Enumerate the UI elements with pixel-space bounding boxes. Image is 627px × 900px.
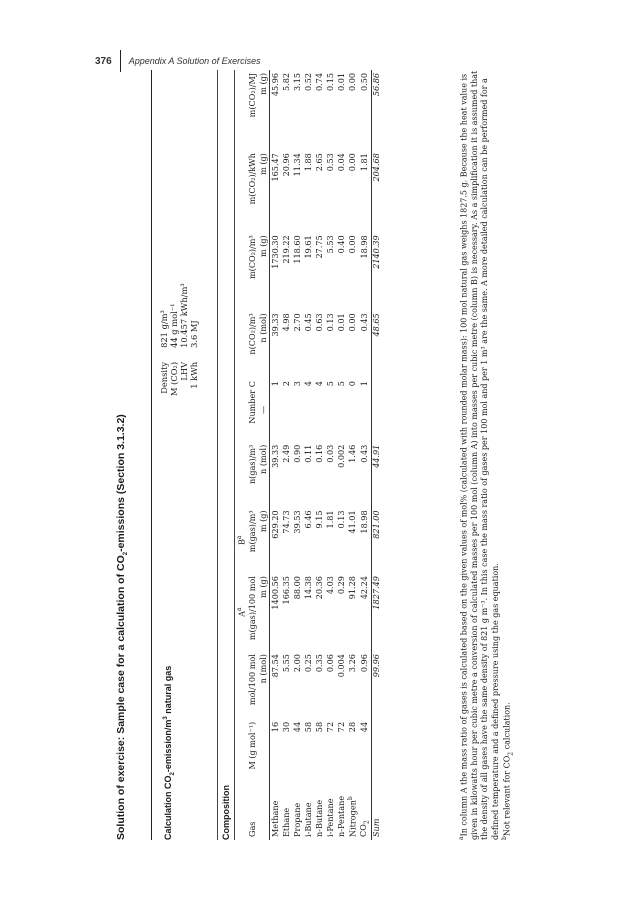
table-cell: 3 [292, 381, 303, 387]
table-cell: 0.53 [325, 153, 336, 172]
unit-label: m (g) [258, 232, 270, 310]
table-cell: 0 [347, 381, 358, 387]
column-header: Number C [247, 381, 258, 424]
table-cell: 72 [336, 721, 347, 733]
table-cell: 2.00 [292, 654, 303, 673]
table-cell: 28 [347, 721, 358, 733]
table-cell: 5.55 [281, 654, 292, 673]
table-cell: 1.81 [325, 510, 336, 529]
gas-name: $CO_2$ [359, 778, 371, 840]
column-header: m(gas)/100 mol [247, 576, 258, 641]
table-cell: 0.04 [336, 153, 347, 172]
gas-name: Nitrogen$^b$ [347, 796, 359, 837]
table-cell: 0.40 [336, 235, 347, 254]
table-cell: 0.35 [314, 654, 325, 673]
unit-label: m (g) [258, 573, 270, 651]
unit-label: — [258, 378, 270, 442]
table-cell: 14.38 [303, 576, 314, 600]
table-cell: 2.65 [314, 153, 325, 172]
composition-table [236, 70, 383, 840]
table-cell: 0.43 [359, 442, 371, 508]
table-row [314, 70, 325, 840]
rule-above-composition [217, 70, 218, 840]
data-rows [270, 70, 371, 840]
table-cell: 74.73 [281, 510, 292, 534]
table-cell: 4 [314, 381, 325, 387]
property-row: Density 821 g/m³ [159, 310, 169, 394]
table-cell: 5 [325, 381, 336, 387]
table-cell: 4 [303, 381, 314, 387]
footnotes [458, 70, 515, 840]
table-cell: 3.15 [292, 73, 303, 92]
table-cell: 1.81 [359, 150, 371, 232]
table-cell: 39.33 [270, 313, 281, 337]
unit-label: m (g) [258, 70, 270, 150]
column-header-row [247, 70, 258, 840]
unit-label: m (g) [258, 507, 270, 573]
property-row: 1 kWh 3.6 MJ [188, 320, 199, 389]
table-cell: 0.01 [336, 73, 347, 92]
running-head-divider [120, 50, 121, 72]
table-row [303, 70, 314, 840]
calculation-title: Calculation $CO_2-emission/m^3$ natural gas [163, 665, 176, 840]
table-cell: 5 [336, 381, 347, 387]
table-cell: 0.90 [292, 444, 303, 463]
unit-label: n (mol) [258, 310, 270, 378]
table-cell: 2.70 [292, 313, 303, 332]
table-cell: 0.25 [303, 654, 314, 673]
page-number: 376 [95, 55, 112, 67]
table-cell: 2.49 [281, 444, 292, 463]
table-cell: 0.13 [336, 510, 347, 529]
sum-label: Sum [371, 778, 383, 840]
table-cell: 30 [281, 721, 292, 733]
table-row [325, 70, 336, 840]
table-cell: 0.002 [336, 444, 347, 468]
table-cell: 45.96 [270, 73, 281, 97]
table-cell: 0.29 [336, 576, 347, 595]
column-header: m(gas)/m³ [247, 510, 258, 553]
column-header: m(CO₂)/m³ [247, 235, 258, 280]
table-cell: 4.03 [325, 576, 336, 595]
table-cell: 87.54 [270, 654, 281, 678]
table-cell: 6.46 [303, 510, 314, 529]
table-cell: 18.98 [359, 507, 371, 573]
footnote-b: $^b$Not relevant for $CO_2$ calculation. [501, 702, 515, 840]
table-cell: 41.01 [347, 510, 358, 534]
table-cell: 0.13 [325, 313, 336, 332]
unit-label [258, 719, 270, 779]
table-cell: 5.53 [325, 235, 336, 254]
table-cell: 166.35 [281, 576, 292, 605]
table-cell: 91.28 [347, 576, 358, 600]
group-a-label: $A^a$ [236, 607, 247, 617]
table-cell: 1 [359, 378, 371, 442]
gas-name: i-Pentane [325, 798, 336, 837]
table-cell: 0.50 [359, 70, 371, 150]
table-cell: 165.47 [270, 153, 281, 182]
chapter-title: Appendix A Solution of Exercises [128, 56, 261, 66]
table-row [292, 70, 303, 840]
table-cell: 219.22 [281, 235, 292, 264]
table-cell: 0.96 [359, 651, 371, 719]
table-cell: 1730.30 [270, 235, 281, 269]
exercise-heading: Solution of exercise: Sample case for a calculation of $CO_2$-emissions (Section 3.1.3.2) [115, 414, 130, 840]
composition-label: Composition [221, 785, 231, 840]
table-cell: 39.53 [292, 510, 303, 534]
table-cell: 1.46 [347, 444, 358, 463]
table-cell: 0.06 [325, 654, 336, 673]
property-row: M (CO₂) 44 g mol⁻¹ [168, 303, 179, 396]
table-cell: 39.33 [270, 444, 281, 468]
gas-name: Propane [292, 802, 303, 837]
column-header: n(gas)/m³ [247, 444, 258, 485]
gas-name: Methane [270, 800, 281, 837]
table-cell: 629.20 [270, 510, 281, 539]
gas-name: n-Pentane [336, 795, 347, 837]
table-cell: 58 [303, 721, 314, 733]
table-row [347, 70, 358, 840]
table-cell: 0.43 [359, 310, 371, 378]
table-row [359, 70, 371, 840]
table-cell: 58 [314, 721, 325, 733]
top-rule [151, 70, 152, 840]
rotated-content [113, 70, 525, 840]
unit-label [258, 778, 270, 840]
rule-below-composition [234, 70, 235, 840]
table-cell: 0.63 [314, 313, 325, 332]
table-cell: 0.11 [303, 444, 314, 463]
gas-name: i-Butane [303, 802, 314, 837]
footnote-a: $^a$In column A the mass ratio of gases is calculated based on the given values of mol% (calculated with rounded molar mass): 100 mol natural gas weighs 1827.5 g. Because the heat value is given in kilowatts hour per cubic metre a conversion of calculated masses per 100 mol (column A) into masses per cubic metre (column B) is necessary. As a simplification it is assumed that the density of all gases have the same density of 821 g m⁻³. In this case the mass ratio of gases per 100 mol and per 1 m³ are the same. A more detailed calculation can be performed for a defined temperature and a defined pressure using the gas equation. [458, 70, 500, 840]
table-cell: 27.75 [314, 235, 325, 259]
table-cell: 0.74 [314, 73, 325, 92]
table-cell: 44 [292, 721, 303, 733]
column-header: m(CO₂)/MJ [247, 73, 258, 118]
table-cell: 19.61 [303, 235, 314, 259]
gas-name: Ethane [281, 807, 292, 837]
table-cell: 44 [359, 719, 371, 779]
unit-label: n (mol) [258, 651, 270, 719]
table-cell: 2 [281, 381, 292, 387]
table-cell: 1 [270, 381, 281, 387]
table-cell: 20.36 [314, 576, 325, 600]
group-header-row [236, 70, 247, 840]
table-cell: 118.60 [292, 235, 303, 264]
column-header: M (g mol⁻¹) [247, 721, 258, 770]
table-cell: 42.24 [359, 573, 371, 651]
table-cell: 3.26 [347, 654, 358, 673]
table-cell: 1400.56 [270, 576, 281, 610]
unit-label: m (g) [258, 150, 270, 232]
table-cell: 18.98 [359, 232, 371, 310]
column-header: mol/100 mol [247, 654, 258, 706]
table-cell: 9.15 [314, 510, 325, 529]
table-row [270, 70, 282, 840]
gas-name: n-Butane [314, 799, 325, 837]
table-cell: 0.01 [336, 313, 347, 332]
table-cell: 0.45 [303, 313, 314, 332]
units-row [258, 70, 270, 840]
group-b-label: $B^a$ [236, 535, 247, 546]
table-cell: 72 [325, 721, 336, 733]
table-cell: 1.88 [303, 153, 314, 172]
table-cell: 20.96 [281, 153, 292, 177]
table-row [281, 70, 292, 840]
column-header: Gas [247, 821, 258, 837]
column-header: n(CO₂)/m³ [247, 313, 258, 355]
unit-label: n (mol) [258, 442, 270, 508]
column-header: m(CO₂)/kWh [247, 153, 258, 205]
table-cell: 0.00 [347, 313, 358, 332]
table-cell: 0.15 [325, 73, 336, 92]
table-cell: 88.00 [292, 576, 303, 600]
table-cell: 0.16 [314, 444, 325, 463]
table-cell: 5.82 [281, 73, 292, 92]
gas-properties [160, 279, 200, 400]
table-row [336, 70, 347, 840]
sum-row: Sum 99.96 1827.49 821.00 44.91 48.65 2140.39 204.68 56.86 [371, 70, 383, 840]
table-cell: 0.00 [347, 73, 358, 92]
table-cell: 4.98 [281, 313, 292, 332]
property-row: LHV 10.457 kWh/m³ [178, 283, 189, 381]
table-cell: 11.34 [292, 153, 303, 177]
table-cell: 0.03 [325, 444, 336, 463]
table-cell: 16 [270, 721, 281, 733]
table-cell: 0.00 [347, 153, 358, 172]
table-cell: 0.004 [336, 654, 347, 678]
table-cell: 0.52 [303, 73, 314, 92]
table-cell: 0.00 [347, 235, 358, 254]
